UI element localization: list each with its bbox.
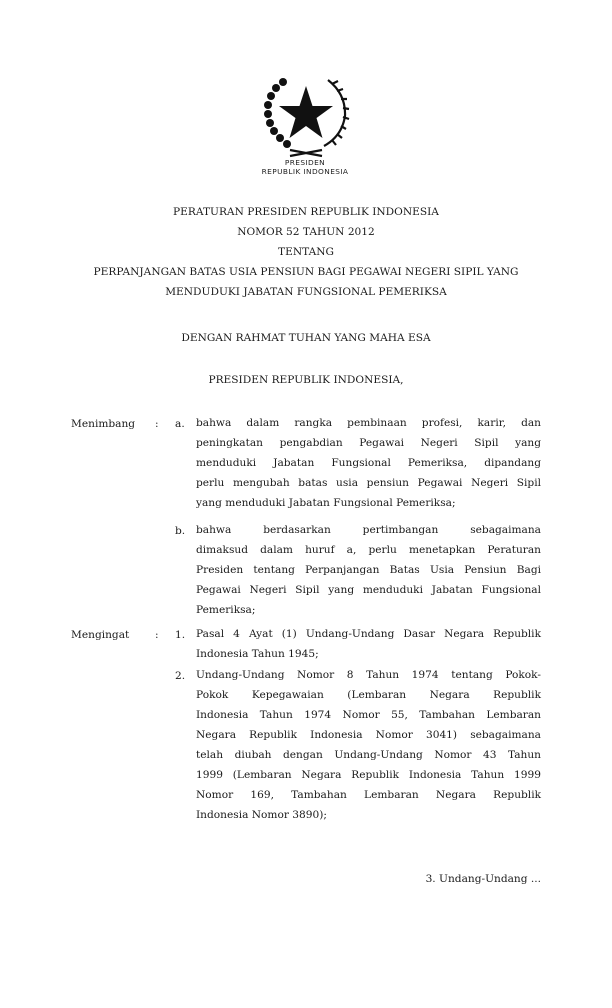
text-line: Undang-Undang Nomor 8 Tahun 1974 tentang Pokok-	[196, 669, 541, 681]
text-line: perlu mengubah batas usia pensiun Pegawai Negeri Sipil	[196, 477, 541, 489]
menimbang-item-a	[196, 413, 541, 513]
item-number: 2.	[175, 670, 186, 682]
text-line: Indonesia Nomor 3890);	[196, 809, 327, 821]
text-line: menduduki Jabatan Fungsional Pemeriksa, dipandang	[196, 457, 541, 469]
text-line: 1999 (Lembaran Negara Republik Indonesia Tahun 1999	[196, 769, 541, 781]
issuer: PRESIDEN REPUBLIK INDONESIA,	[208, 374, 404, 386]
text-line: bahwa berdasarkan pertimbangan sebagaimana	[196, 524, 541, 536]
text-line: Nomor 169, Tambahan Lembaran Negara Republik	[196, 789, 541, 801]
page-continuation: 3. Undang-Undang ...	[425, 873, 541, 885]
text-line: dimaksud dalam huruf a, perlu menetapkan Peraturan	[196, 544, 541, 556]
text-line: Pemeriksa;	[196, 604, 256, 616]
regulation-number: NOMOR 52 TAHUN 2012	[237, 226, 375, 238]
menimbang-item-b	[196, 520, 541, 620]
item-number: b.	[175, 525, 186, 537]
emblem-text-republik: REPUBLIK INDONESIA	[261, 167, 349, 176]
text-line: Negara Republik Indonesia Nomor 3041) sebagaimana	[196, 729, 541, 741]
mengingat-item-1	[196, 624, 541, 664]
regulation-tentang: TENTANG	[278, 246, 334, 258]
text-line: yang menduduki Jabatan Fungsional Pemeriksa;	[196, 497, 456, 509]
item-number: 1.	[175, 629, 186, 641]
regulation-title: PERATURAN PRESIDEN REPUBLIK INDONESIA	[173, 206, 439, 218]
mengingat-label: Mengingat	[71, 629, 130, 641]
text-line: Indonesia Tahun 1974 Nomor 55, Tambahan Lembaran	[196, 709, 541, 721]
text-line: bahwa dalam rangka pembinaan profesi, karir, dan	[196, 417, 541, 429]
regulation-subject-line-1: PERPANJANGAN BATAS USIA PENSIUN BAGI PEGAWAI NEGERI SIPIL YANG	[93, 266, 519, 278]
regulation-subject-line-2: MENDUDUKI JABATAN FUNGSIONAL PEMERIKSA	[165, 286, 447, 298]
text-line: peningkatan pengabdian Pegawai Negeri Sipil yang	[196, 437, 541, 449]
text-line: Presiden tentang Perpanjangan Batas Usia Pensiun Bagi	[196, 564, 541, 576]
mengingat-colon: :	[155, 629, 159, 641]
text-line: Indonesia Tahun 1945;	[196, 648, 319, 660]
menimbang-colon: :	[155, 418, 159, 430]
text-line: Pegawai Negeri Sipil yang menduduki Jabatan Fungsional	[196, 584, 541, 596]
item-number: a.	[175, 418, 185, 430]
menimbang-label: Menimbang	[71, 418, 136, 430]
mengingat-item-2	[196, 665, 541, 825]
preamble: DENGAN RAHMAT TUHAN YANG MAHA ESA	[181, 332, 431, 344]
emblem-text-presiden: PRESIDEN	[284, 158, 326, 167]
text-line: telah diubah dengan Undang-Undang Nomor 43 Tahun	[196, 749, 541, 761]
text-line: Pokok Kepegawaian (Lembaran Negara Republik	[196, 689, 541, 701]
text-line: Pasal 4 Ayat (1) Undang-Undang Dasar Negara Republik	[196, 628, 541, 640]
